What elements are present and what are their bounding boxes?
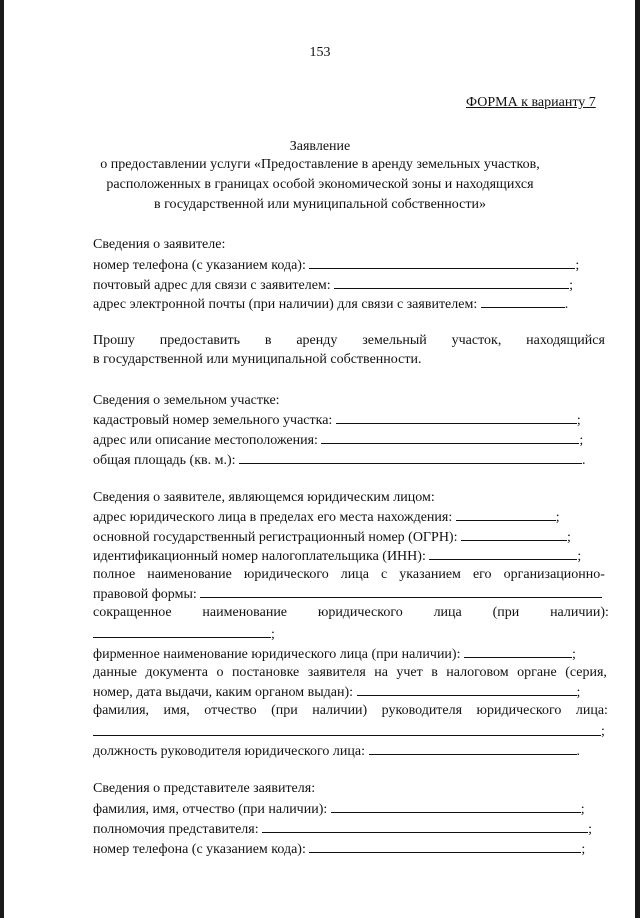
fullname-word: указанием [399, 567, 461, 582]
applicant-email-row [93, 295, 568, 314]
head-word: фамилия, [93, 703, 150, 718]
plot-area-row [93, 451, 586, 470]
applicant-heading: Сведения о заявителе: [93, 237, 226, 252]
head-word: лица: [575, 703, 608, 718]
shortname-word: наличии): [550, 605, 609, 620]
semicolon: ; [577, 549, 582, 564]
request-word: находящийся [526, 333, 605, 348]
request-word: Прошу [93, 333, 135, 348]
plot-cadastral-row [93, 411, 581, 430]
taxdoc-word: в [431, 665, 438, 680]
legal-taxdoc-row [93, 683, 580, 702]
taxdoc-word: органе [517, 665, 557, 680]
taxdoc-word: налоговом [446, 665, 509, 680]
page-number: 153 [309, 45, 331, 60]
semicolon: ; [576, 413, 581, 428]
request-line-2: в государственной или муниципальной собственности. [93, 352, 422, 367]
semicolon: ; [579, 433, 584, 448]
representative-authority-field[interactable] [262, 820, 588, 833]
legal-shortname-field[interactable] [93, 625, 271, 638]
taxdoc-word: документа [145, 665, 209, 680]
legal-shortname-line-1 [93, 604, 609, 622]
representative-authority-label: полномочия представителя: [93, 822, 259, 837]
fullname-word: наименование [147, 567, 232, 582]
document-subtitle-line-2: расположенных в границах особой экономической зоны и находящихся [106, 177, 534, 192]
legal-inn-field[interactable] [429, 547, 577, 560]
semicolon: ; [569, 278, 574, 293]
applicant-phone-label: номер телефона (с указанием кода): [93, 258, 306, 273]
document-subtitle-line-3: в государственной или муниципальной собственности» [154, 197, 486, 212]
head-word: руководителя [381, 703, 463, 718]
legal-inn-row [93, 547, 581, 566]
semicolon: ; [581, 842, 586, 857]
legal-head-position-field[interactable] [369, 742, 577, 755]
fullname-word: полное [93, 567, 136, 582]
plot-address-row [93, 431, 583, 450]
shortname-word: юридического [317, 605, 403, 620]
head-word: (при [271, 703, 298, 718]
legal-head-position-row [93, 742, 580, 761]
taxdoc-word: заявителя [307, 665, 366, 680]
plot-cadastral-field[interactable] [336, 411, 577, 424]
legal-taxdoc-label: номер, дата выдачи, каким органом выдан): [93, 685, 353, 700]
legal-head-position-label: должность руководителя юридического лица: [93, 744, 365, 759]
period: . [576, 744, 580, 759]
representative-phone-label: номер телефона (с указанием кода): [93, 842, 306, 857]
shortname-word: лица [433, 605, 462, 620]
representative-phone-row [93, 840, 585, 859]
plot-area-label: общая площадь (кв. м.): [93, 453, 236, 468]
semicolon: ; [271, 627, 275, 642]
applicant-email-field[interactable] [481, 295, 565, 308]
applicant-postal-field[interactable] [334, 276, 569, 289]
taxdoc-word: о [216, 665, 224, 680]
request-word: участок, [451, 333, 502, 348]
semicolon: ; [576, 685, 581, 700]
applicant-postal-label: почтовый адрес для связи с заявителем: [93, 278, 331, 293]
plot-area-field[interactable] [239, 451, 582, 464]
legal-ogrn-field[interactable] [461, 528, 567, 541]
taxdoc-word: учет [396, 665, 423, 680]
legal-brandname-row [93, 645, 576, 664]
head-word: наличии) [312, 703, 368, 718]
period: . [582, 453, 586, 468]
head-word: юридического [476, 703, 562, 718]
representative-phone-field[interactable] [309, 840, 581, 853]
applicant-phone-row [93, 256, 579, 275]
legal-ogrn-label: основной государственный регистрационный номер (ОГРН): [93, 530, 458, 545]
document-title: Заявление [289, 139, 351, 154]
applicant-phone-field[interactable] [309, 256, 575, 269]
legal-brandname-label: фирменное наименование юридического лица (при наличии): [93, 647, 461, 662]
legal-shortname-row [93, 625, 275, 644]
representative-authority-row [93, 820, 592, 839]
legal-fullname-field[interactable] [200, 585, 602, 598]
head-word: имя, [163, 703, 190, 718]
legal-address-row [93, 508, 560, 527]
plot-address-label: адрес или описание местоположения: [93, 433, 318, 448]
plot-cadastral-label: кадастровый номер земельного участка: [93, 413, 333, 428]
legal-inn-label: идентификационный номер налогоплательщика (ИНН): [93, 549, 426, 564]
legal-head-line-1 [93, 702, 608, 720]
semicolon: ; [571, 647, 576, 662]
semicolon: ; [566, 530, 571, 545]
legal-fullname-row [93, 585, 602, 604]
plot-address-field[interactable] [321, 431, 579, 444]
semicolon: ; [601, 724, 605, 739]
legal-fullname-label: правовой формы: [93, 587, 197, 602]
request-word: аренду [296, 333, 338, 348]
period: . [564, 297, 569, 312]
shortname-word: (при [492, 605, 520, 620]
form-tag: ФОРМА к варианту 7 [466, 95, 596, 110]
request-word: в [264, 333, 272, 348]
fullname-word: юридического [243, 567, 329, 582]
semicolon: ; [555, 510, 560, 525]
legal-head-name-field[interactable] [93, 735, 601, 736]
legal-taxdoc-line-1 [93, 664, 607, 682]
semicolon: ; [588, 822, 592, 837]
legal-address-label: адрес юридического лица в пределах его места нахождения: [93, 510, 453, 525]
fullname-word: с [381, 567, 388, 582]
head-word: отчество [204, 703, 257, 718]
representative-name-field[interactable] [331, 800, 581, 813]
representative-name-row [93, 800, 585, 819]
plot-heading: Сведения о земельном участке: [93, 393, 280, 408]
shortname-word: сокращенное [93, 605, 172, 620]
document-subtitle-line-1: о предоставлении услуги «Предоставление в аренду земельных участков, [100, 157, 540, 172]
applicant-postal-row [93, 276, 573, 295]
legal-taxdoc-field[interactable] [357, 683, 577, 696]
legal-ogrn-row [93, 528, 571, 547]
taxdoc-word: (серия, [565, 665, 607, 680]
taxdoc-word: на [374, 665, 388, 680]
shortname-word: наименование [202, 605, 288, 620]
fullname-word: лица [340, 567, 369, 582]
request-word: земельный [362, 333, 427, 348]
request-line-1 [93, 332, 605, 350]
representative-name-label: фамилия, имя, отчество (при наличии): [93, 802, 328, 817]
semicolon: ; [580, 802, 585, 817]
semicolon: ; [575, 258, 580, 273]
legal-brandname-field[interactable] [464, 645, 572, 658]
taxdoc-word: постановке [231, 665, 300, 680]
request-word: предоставить [159, 333, 241, 348]
taxdoc-word: данные [93, 665, 137, 680]
representative-heading: Сведения о представителе заявителя: [93, 781, 316, 796]
legal-heading: Сведения о заявителе, являющемся юридическим лицом: [93, 490, 435, 505]
legal-fullname-line-1 [93, 566, 605, 584]
applicant-email-label: адрес электронной почты (при наличии) для связи с заявителем: [93, 297, 478, 312]
fullname-word: его [472, 567, 492, 582]
legal-address-field[interactable] [456, 508, 556, 521]
fullname-word: организационно- [503, 567, 605, 582]
